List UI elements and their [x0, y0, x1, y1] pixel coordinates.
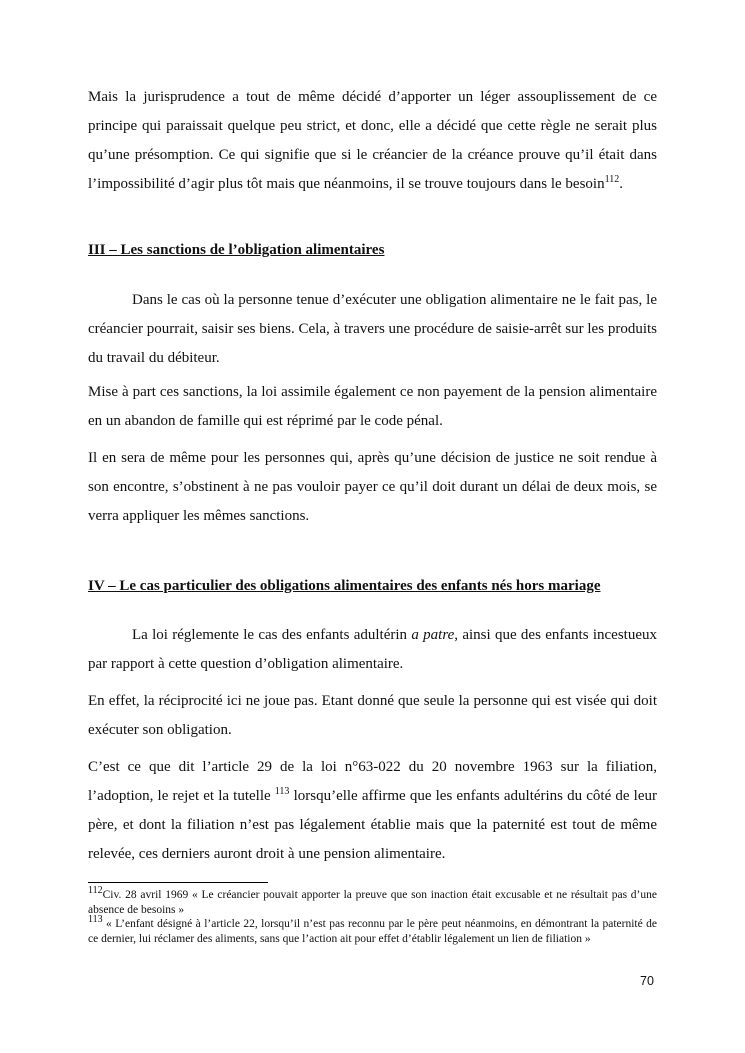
paragraph-text: La loi réglemente le cas des enfants adultérin: [132, 627, 412, 643]
section-heading: IV – Le cas particulier des obligations alimentaires des enfants nés hors mariage: [88, 578, 601, 594]
paragraph: Mise à part ces sanctions, la loi assimile également ce non payement de la pension alimentaire en un abandon de famille qui est réprimé par le code pénal.: [88, 384, 657, 429]
footnote-number: 113: [88, 914, 103, 926]
footnote-text: « L’enfant désigné à l’article 22, lorsqu’il n’est pas reconnu par le père peut néanmoins, en démontrant la paternité de ce dernier, lui réclamer des aliments, sans que l’action ait pour effet d’établir légalement un lien de filiation »: [88, 918, 657, 945]
footnote-separator: [88, 882, 268, 883]
footnote-text: Civ. 28 avril 1969 « Le créancier pouvait apporter la preuve que son inaction était excusable et ne résultait pas d’une absence de besoins »: [88, 889, 657, 916]
footnote-number: 112: [88, 885, 103, 897]
italic-term: a patre: [411, 627, 455, 643]
footnote: [88, 914, 657, 946]
paragraph-text: , ainsi que des enfants incestueux par rapport à cette question d’obligation alimentaire.: [88, 627, 657, 672]
page-number: 70: [640, 974, 654, 988]
paragraph: En effet, la réciprocité ici ne joue pas. Etant donné que seule la personne qui est visée qui doit exécuter son obligation.: [88, 693, 657, 738]
paragraph-text: Mais la jurisprudence a tout de même décidé d’apporter un léger assouplissement de ce principe qui paraissait quelque peu strict, et donc, elle a décidé que cette règle ne serait plus qu’une présomption. Ce qui signifie que si le créancier de la créance prouve qu’il était dans l’impossibilité d’agir plus tôt mais que néanmoins, il se trouve toujours dans le besoin: [88, 89, 657, 192]
paragraph: Mais la jurisprudence a tout de même décidé d’apporter un léger assouplissement de ce principe qui paraissait quelque peu strict, et donc, elle a décidé que cette règle ne serait plus qu’une présomption. Ce qui signifie que si le créancier de la créance prouve qu’il était dans l’impossibilité d’agir plus tôt mais que néanmoins, il se trouve toujours dans le besoin$^{112}$.: [88, 89, 657, 192]
paragraph: Il en sera de même pour les personnes qui, après qu’une décision de justice ne soit rendue à son encontre, s’obstinent à ne pas vouloir payer ce qu’il doit durant un délai de deux mois, se verra appliquer les mêmes sanctions.: [88, 450, 657, 524]
footnote: [88, 885, 657, 917]
paragraph: [88, 753, 657, 869]
paragraph-text: C’est ce que dit l’article 29 de la loi n°63-022 du 20 novembre 1963 sur la filiation, l’adoption, le rejet et la tutelle: [88, 759, 657, 804]
paragraph: Dans le cas où la personne tenue d’exécuter une obligation alimentaire ne le fait pas, le créancier pourrait, saisir ses biens. Cela, à travers une procédure de saisie-arrêt sur les produits du travail du débiteur.: [88, 292, 657, 366]
section-heading: III – Les sanctions de l’obligation alimentaires: [88, 242, 385, 258]
footnote-ref[interactable]: 112: [604, 174, 620, 185]
footnote-ref[interactable]: 113: [274, 786, 290, 797]
paragraph-text: lorsqu’elle affirme que les enfants adultérins du côté de leur père, et dont la filiation n’est pas légalement établie mais que la paternité est tout de même relevée, ces derniers auront droit à une pension alimentaire.: [88, 788, 657, 862]
paragraph: [88, 621, 657, 679]
